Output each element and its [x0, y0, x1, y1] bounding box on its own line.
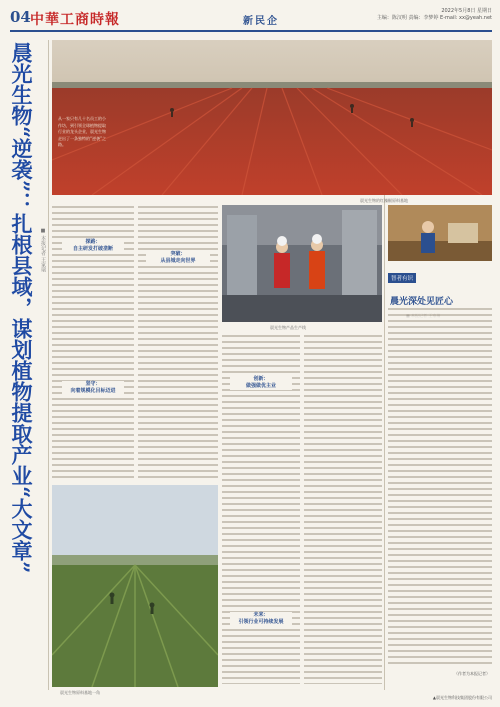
- column-rule: [48, 40, 49, 690]
- chili-field-image: [52, 40, 492, 195]
- photo-lab: [388, 205, 492, 261]
- caption-workers: 晨光生物产品生产线: [270, 325, 306, 330]
- dateline: [377, 8, 492, 22]
- byline: ■ 本报记者 王家瑞: [40, 228, 46, 273]
- commentary-tag: 智者有识: [388, 273, 416, 283]
- article-column-3: [222, 334, 300, 684]
- date-line: 2022年5月8日 星期日: [441, 8, 492, 14]
- intro-text: 从一家只有几十名员工的小作坊，到引领全球植物提取行业的龙头企业，晨光生物走出了一条独特的“逆袭”之路。: [58, 116, 107, 147]
- subhead-1: [62, 239, 124, 253]
- subhead-3-text: 突破： 从县城走向世界: [160, 251, 196, 264]
- subhead-5-text: 未来： 引领行业可持续发展: [238, 612, 284, 625]
- subhead-2: [62, 381, 124, 395]
- commentary-body: [388, 307, 492, 667]
- photo-workers: [222, 205, 382, 322]
- commentary-sign: （作者为本报记者）: [454, 671, 490, 676]
- subhead-4: [230, 376, 292, 390]
- editor-line: 主编：陈汉明 责编：李梦婷 E-mail: xx@yeah.net: [376, 15, 492, 21]
- paper-name: 中華工商時報: [30, 12, 120, 28]
- photo-chili-field: [52, 40, 492, 195]
- article-column-2: [138, 205, 218, 480]
- subhead-5: [230, 612, 292, 626]
- farm-image: [52, 485, 218, 687]
- lab-image: [388, 205, 492, 261]
- workers-image: [222, 205, 382, 322]
- commentary-title: 晨光深处见匠心: [390, 297, 454, 307]
- article-column-4: [304, 334, 382, 684]
- page-footer: ▲晨光生物科技集团股份有限公司: [432, 695, 492, 700]
- article-column-1: [52, 205, 134, 480]
- caption-chili-field: 晨光生物的红辣椒原料基地: [360, 198, 408, 203]
- main-headline: 晨光生物“逆袭”：扎根县域，谋划植物提取产业“大文章”: [9, 42, 34, 574]
- section-name: 新民企: [243, 16, 279, 27]
- page-number: 04: [10, 8, 31, 26]
- photo-farm: [52, 485, 218, 687]
- headline-column: [10, 42, 38, 622]
- subhead-4-text: 创新： 做强做优主业: [245, 376, 276, 389]
- caption-farm: 晨光生物原料基地一角: [60, 690, 100, 695]
- subhead-1-text: 探路： 自主研发打破垄断: [72, 239, 113, 252]
- subhead-3: [146, 251, 210, 265]
- subhead-2-text: 坚守： 向着规模化目标迈进: [70, 381, 116, 394]
- commentary-panel: [388, 265, 492, 685]
- masthead: [10, 6, 492, 32]
